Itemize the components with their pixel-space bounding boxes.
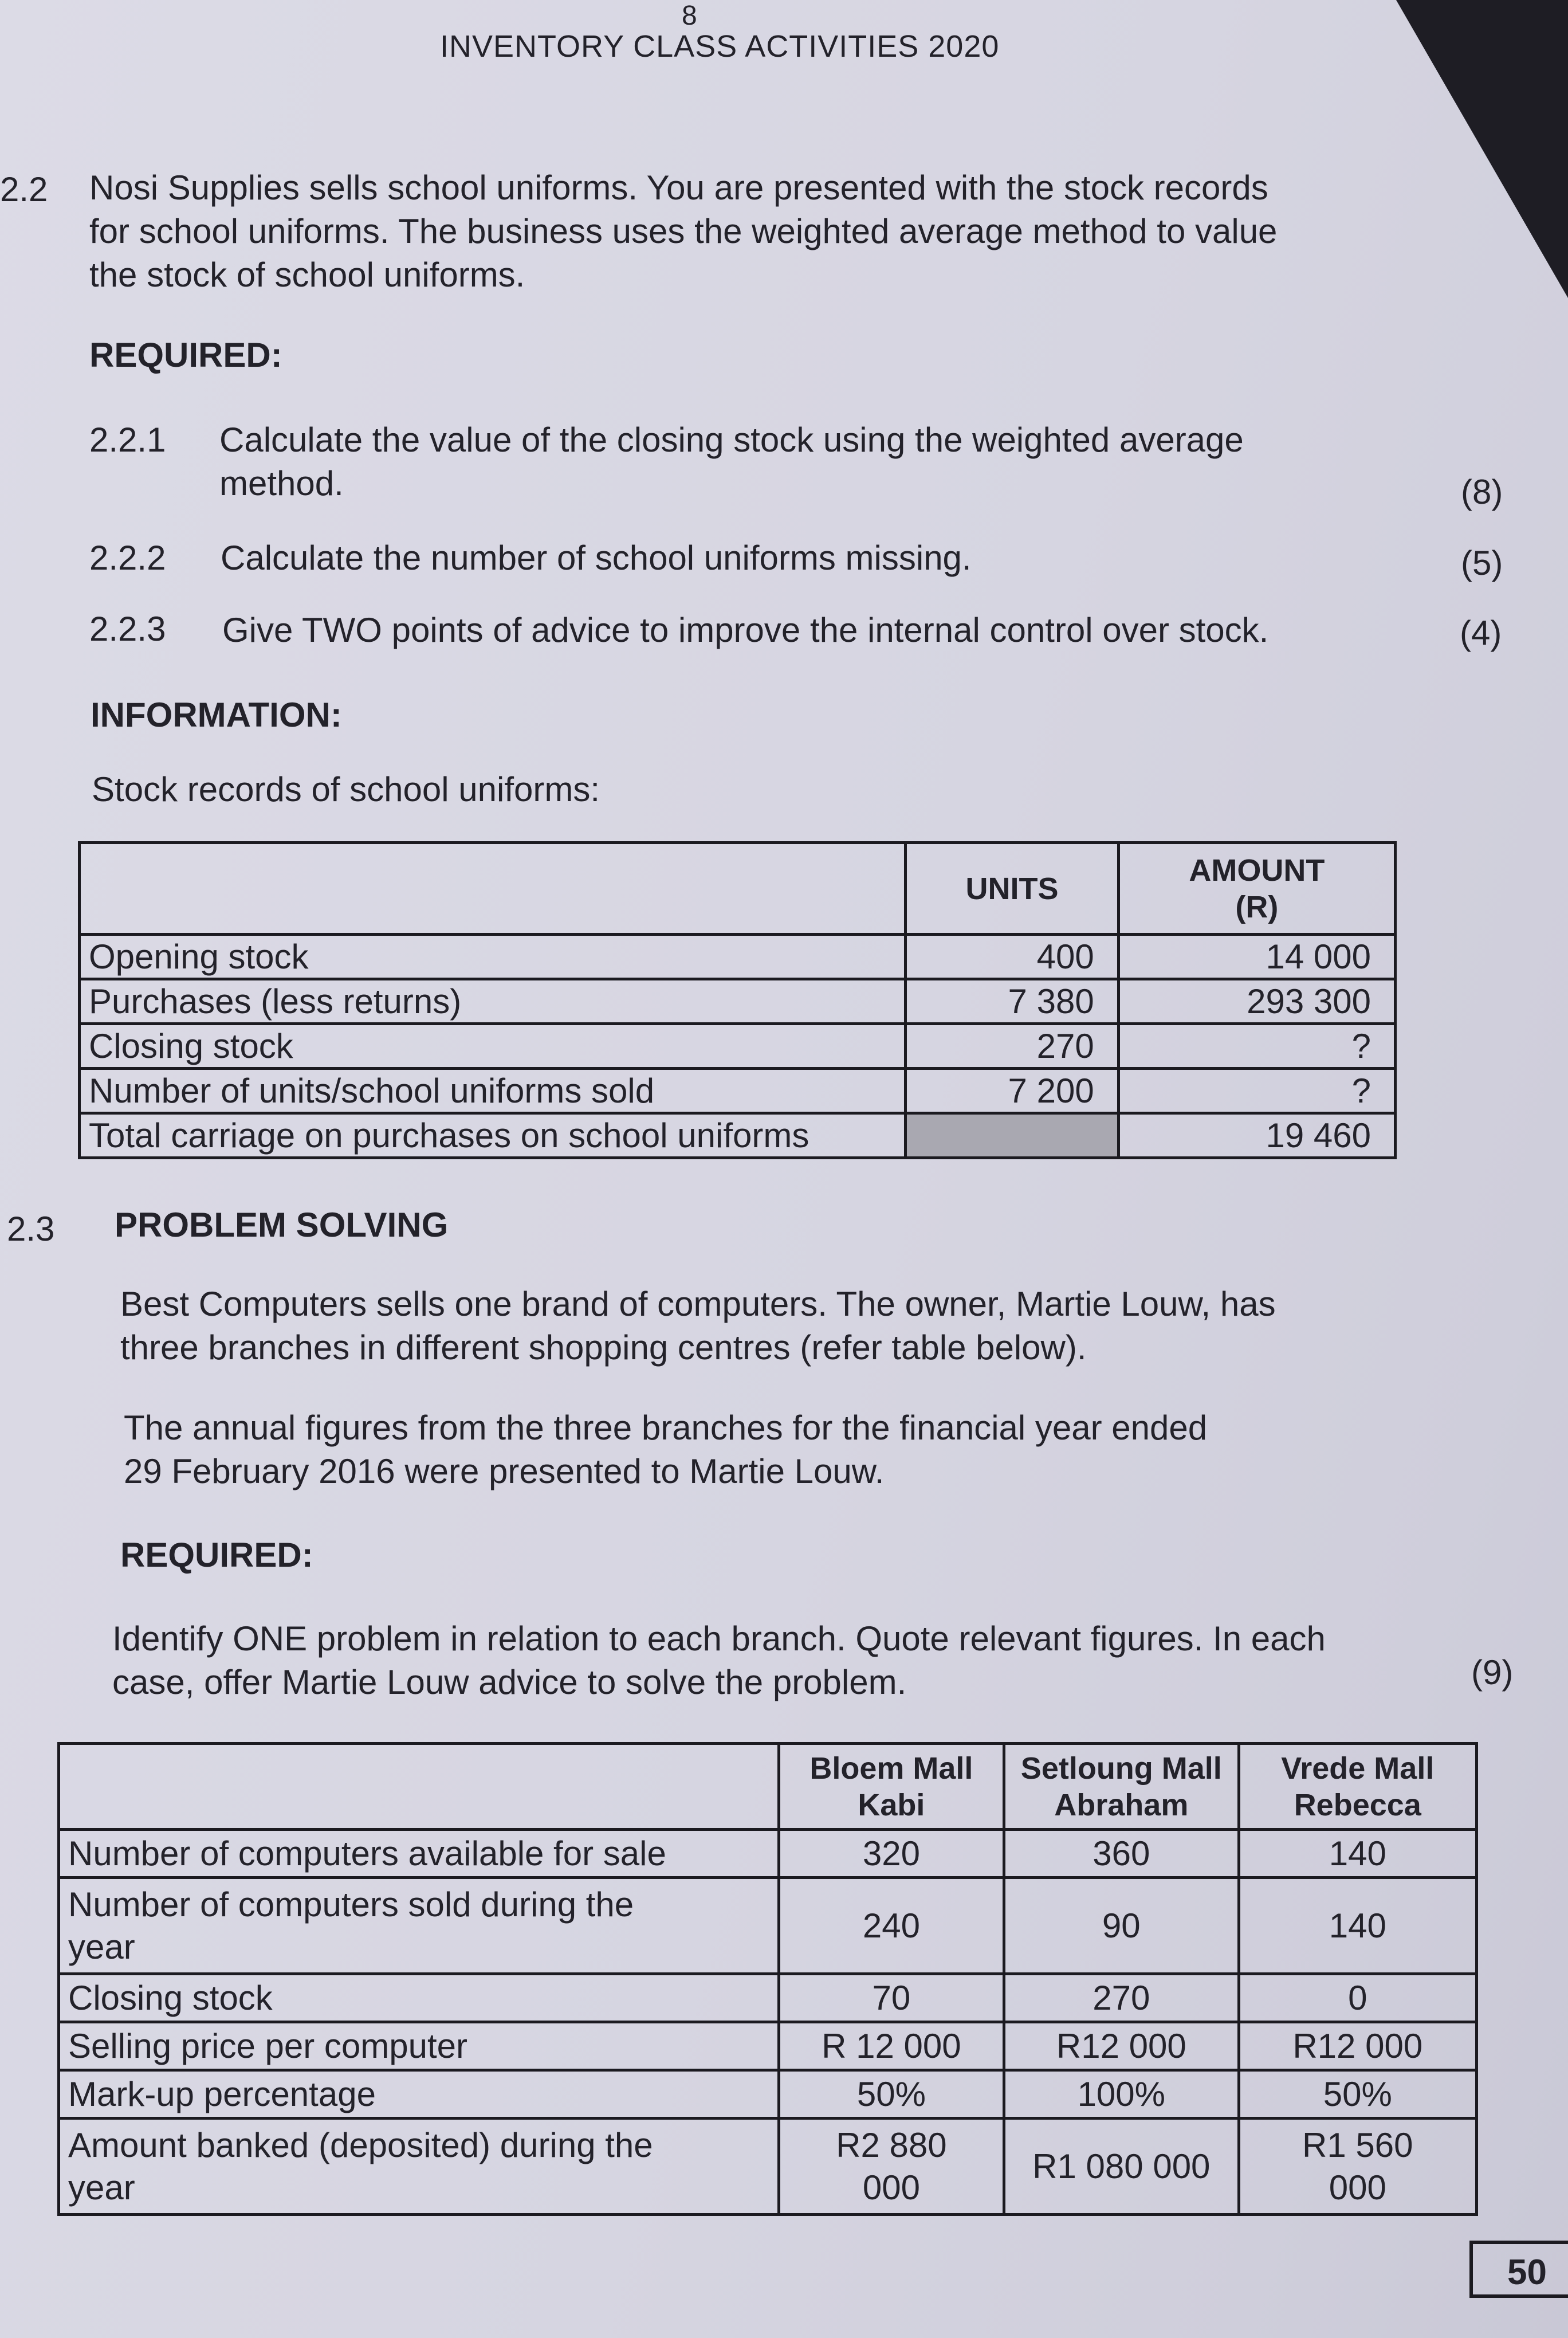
units-cell: 400 <box>906 935 1118 979</box>
amount-cell: 19 460 <box>1118 1113 1395 1158</box>
intro-line: the stock of school uniforms. <box>89 256 525 294</box>
task-2-2-3-marks: (4) <box>1460 614 1502 652</box>
branches-table <box>57 1742 1478 2216</box>
value-cell: 320 <box>779 1830 1004 1878</box>
question-2-3-title: PROBLEM SOLVING <box>115 1206 449 1244</box>
column-header-vrede <box>1239 1744 1476 1830</box>
header-blank-cell <box>59 1744 779 1830</box>
question-2-2-number: 2.2 <box>0 170 48 209</box>
column-header-line: Rebecca <box>1294 1787 1421 1822</box>
question-2-3-para1 <box>120 1282 1276 1370</box>
value-cell: 0 <box>1239 1974 1476 2022</box>
row-label: Selling price per computer <box>59 2022 779 2070</box>
table-row <box>59 1878 1477 1974</box>
task-2-2-1-number: 2.2.1 <box>89 421 166 459</box>
row-label <box>59 2119 779 2215</box>
row-label-line: Number of computers sold during the <box>68 1885 634 1924</box>
row-label: Closing stock <box>59 1974 779 2022</box>
row-label <box>59 1878 779 1974</box>
page-header: INVENTORY CLASS ACTIVITIES 2020 <box>440 29 1000 64</box>
task-line: Calculate the value of the closing stock using the weighted average <box>219 421 1244 459</box>
value-line: 000 <box>1329 2168 1386 2207</box>
table-row <box>80 979 1396 1024</box>
question-2-3-task <box>112 1617 1326 1704</box>
value-cell: 50% <box>779 2070 1004 2119</box>
question-2-3-number: 2.3 <box>7 1210 55 1248</box>
table-row <box>80 1113 1396 1158</box>
column-header-line: Vrede Mall <box>1281 1751 1435 1786</box>
column-header-line: Kabi <box>858 1787 925 1822</box>
value-cell: R 12 000 <box>779 2022 1004 2070</box>
amount-cell: ? <box>1118 1024 1395 1069</box>
value-cell: 90 <box>1004 1878 1239 1974</box>
column-header-setloung <box>1004 1744 1239 1830</box>
para-line: three branches in different shopping centres (refer table below). <box>120 1328 1087 1367</box>
header-blank-cell <box>80 843 906 935</box>
row-label: Mark-up percentage <box>59 2070 779 2119</box>
task-2-2-3-number: 2.2.3 <box>89 610 166 648</box>
intro-line: for school uniforms. The business uses the weighted average method to value <box>89 212 1278 250</box>
required-label-2: REQUIRED: <box>120 1536 313 1574</box>
row-label: Purchases (less returns) <box>80 979 906 1024</box>
question-2-2-intro <box>89 166 1277 297</box>
intro-line: Nosi Supplies sells school uniforms. You are presented with the stock records <box>89 168 1268 207</box>
question-2-3-para2 <box>124 1406 1207 1493</box>
row-label: Total carriage on purchases on school uniforms <box>80 1113 906 1158</box>
row-label-line: Amount banked (deposited) during the <box>68 2125 653 2164</box>
value-cell: 100% <box>1004 2070 1239 2119</box>
page-number: 8 <box>682 1 697 31</box>
table-row <box>59 2022 1477 2070</box>
table-row <box>59 2070 1477 2119</box>
column-header-line: Bloem Mall <box>809 1751 973 1786</box>
task-line: Identify ONE problem in relation to each branch. Quote relevant figures. In each <box>112 1619 1326 1658</box>
amount-header-line: (R) <box>1235 889 1279 924</box>
table-header-row <box>59 1744 1477 1830</box>
amount-cell: 14 000 <box>1118 935 1395 979</box>
table-row <box>59 1974 1477 2022</box>
information-label: INFORMATION: <box>91 696 342 734</box>
value-cell: R12 000 <box>1239 2022 1476 2070</box>
value-cell: 240 <box>779 1878 1004 1974</box>
column-header-bloem <box>779 1744 1004 1830</box>
task-2-2-2-text: Calculate the number of school uniforms missing. <box>221 539 972 577</box>
total-marks-box: 50 <box>1469 2241 1568 2298</box>
value-cell: 270 <box>1004 1974 1239 2022</box>
task-2-2-2-number: 2.2.2 <box>89 539 166 577</box>
task-line: case, offer Martie Louw advice to solve the problem. <box>112 1663 907 1701</box>
row-label-line: year <box>68 2168 135 2207</box>
task-2-2-3-text: Give TWO points of advice to improve the internal control over stock. <box>222 611 1269 649</box>
task-2-2-1-marks: (8) <box>1461 473 1503 511</box>
units-cell: 7 200 <box>906 1069 1118 1113</box>
value-cell: 360 <box>1004 1830 1239 1878</box>
value-cell: 140 <box>1239 1830 1476 1878</box>
value-cell: 140 <box>1239 1878 1476 1974</box>
value-cell: R12 000 <box>1004 2022 1239 2070</box>
value-line: R2 880 <box>836 2125 947 2164</box>
amount-header <box>1118 843 1395 935</box>
question-2-3-marks: (9) <box>1471 1653 1514 1692</box>
units-cell: 270 <box>906 1024 1118 1069</box>
table-row <box>59 2119 1477 2215</box>
row-label: Closing stock <box>80 1024 906 1069</box>
stock-records-table <box>78 841 1397 1159</box>
row-label: Opening stock <box>80 935 906 979</box>
amount-cell: ? <box>1118 1069 1395 1113</box>
row-label: Number of computers available for sale <box>59 1830 779 1878</box>
required-label: REQUIRED: <box>89 336 282 374</box>
amount-header-line: AMOUNT <box>1189 853 1325 888</box>
table-row <box>59 1830 1477 1878</box>
para-line: The annual figures from the three branches for the financial year ended <box>124 1409 1208 1447</box>
table-header-row <box>80 843 1396 935</box>
amount-cell: 293 300 <box>1118 979 1395 1024</box>
value-line: 000 <box>862 2168 920 2207</box>
para-line: 29 February 2016 were presented to Martie Louw. <box>124 1452 885 1490</box>
value-cell <box>779 2119 1004 2215</box>
page-corner-shadow <box>1396 0 1568 298</box>
value-cell <box>1239 2119 1476 2215</box>
table-row <box>80 1069 1396 1113</box>
table-row <box>80 935 1396 979</box>
value-cell: 50% <box>1239 2070 1476 2119</box>
value-line: R1 560 <box>1302 2125 1413 2164</box>
value-cell: R1 080 000 <box>1004 2119 1239 2215</box>
table-caption: Stock records of school uniforms: <box>92 770 600 809</box>
table-row <box>80 1024 1396 1069</box>
para-line: Best Computers sells one brand of computers. The owner, Martie Louw, has <box>120 1285 1276 1323</box>
task-2-2-1-text <box>219 418 1244 505</box>
column-header-line: Abraham <box>1054 1787 1189 1822</box>
value-cell: 70 <box>779 1974 1004 2022</box>
units-cell: 7 380 <box>906 979 1118 1024</box>
row-label-line: year <box>68 1927 135 1966</box>
shaded-units-cell <box>906 1113 1118 1158</box>
units-header: UNITS <box>906 843 1118 935</box>
column-header-line: Setloung Mall <box>1020 1751 1222 1786</box>
task-line: method. <box>219 464 344 503</box>
task-2-2-2-marks: (5) <box>1461 544 1503 582</box>
row-label: Number of units/school uniforms sold <box>80 1069 906 1113</box>
